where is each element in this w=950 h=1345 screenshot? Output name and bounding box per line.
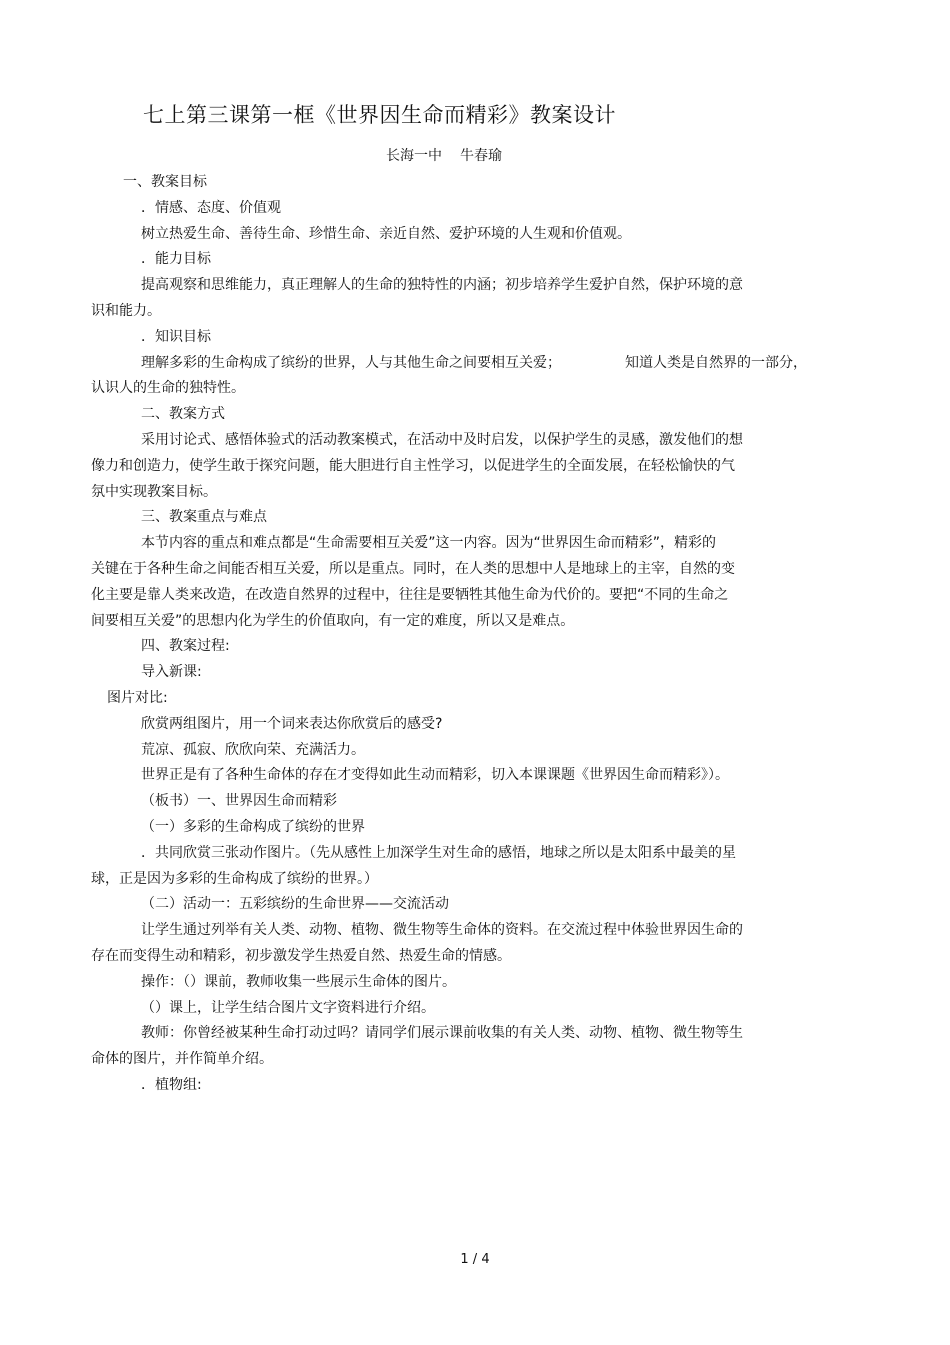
paragraph-line: 导入新课:	[141, 664, 202, 681]
paragraph-line: 操作：（）课前，教师收集一些展示生命体的图片。	[141, 973, 456, 990]
paragraph-line: （一）多彩的生命构成了缤纷的世界	[141, 818, 365, 835]
paragraph-line: （二）活动一：五彩缤纷的生命世界——交流活动	[141, 896, 449, 913]
paragraph-line: 本节内容的重点和难点都是“生命需要相互关爱”这一内容。因为“世界因生命而精彩”，精彩的	[141, 535, 717, 552]
paragraph-line: 荒凉、孤寂、欣欣向荣、充满活力。	[141, 741, 365, 758]
paragraph-line: ．植物组:	[141, 1076, 202, 1093]
paragraph-line: 世界正是有了各种生命体的存在才变得如此生动而精彩，切入本课课题《世界因生命而精彩》）。	[141, 767, 729, 784]
author-line	[386, 145, 502, 167]
author-name: 牛春瑜	[460, 148, 502, 164]
paragraph-segment: 理解多彩的生命构成了缤纷的世界，人与其他生命之间要相互关爱；	[141, 354, 561, 371]
paragraph-line: 让学生通过列举有关人类、动物、植物、微生物等生命体的资料。在交流过程中体验世界因生命的	[141, 922, 743, 939]
paragraph-line: 氛中实现教案目标。	[91, 483, 217, 500]
section-heading: 三、教案重点与难点	[141, 509, 267, 526]
paragraph-line: 树立热爱生命、善待生命、珍惜生命、亲近自然、爱护环境的人生观和价值观。	[141, 225, 631, 242]
school-name: 长海一中	[386, 148, 442, 164]
paragraph-line: 间要相互关爱”的思想内化为学生的价值取向，有一定的难度，所以又是难点。	[91, 612, 575, 629]
paragraph-line	[91, 351, 807, 377]
paragraph-line: （）课上，让学生结合图片文字资料进行介绍。	[141, 999, 435, 1016]
paragraph-segment: 知道人类是自然界的一部分，	[625, 354, 807, 371]
paragraph-line: 认识人的生命的独特性。	[91, 380, 245, 397]
document-title: 七上第三课第一框《世界因生命而精彩》教案设计	[143, 103, 616, 127]
subsection-heading: ．能力目标	[141, 251, 211, 268]
paragraph-line: 图片对比:	[107, 689, 168, 706]
paragraph-line: 命体的图片，并作简单介绍。	[91, 1051, 273, 1068]
section-heading: 四、教案过程:	[141, 638, 230, 655]
paragraph-line: 欣赏两组图片，用一个词来表达你欣赏后的感受?	[141, 715, 443, 732]
paragraph-line: 采用讨论式、感悟体验式的活动教案模式，在活动中及时启发，以保护学生的灵感，激发他们的想	[141, 431, 743, 448]
page-number: 1 / 4	[460, 1252, 490, 1267]
paragraph-line: 关键在于各种生命之间能否相互关爱，所以是重点。同时，在人类的思想中人是地球上的主宰，自然的变	[91, 560, 735, 577]
section-heading: 二、教案方式	[141, 406, 225, 423]
document-body	[91, 170, 807, 1099]
paragraph-line: 球，正是因为多彩的生命构成了缤纷的世界。）	[91, 870, 378, 887]
paragraph-line: 像力和创造力，使学生敢于探究问题，能大胆进行自主性学习，以促进学生的全面发展，在轻松愉快的气	[91, 457, 735, 474]
paragraph-line: 化主要是靠人类来改造，在改造自然界的过程中，往往是要牺牲其他生命为代价的。要把“不同的生命之	[91, 586, 729, 603]
section-heading: 一、教案目标	[123, 174, 207, 190]
paragraph-line: 识和能力。	[91, 302, 161, 319]
paragraph-line: （板书）一、世界因生命而精彩	[141, 793, 337, 810]
subsection-heading: ．知识目标	[141, 328, 211, 345]
paragraph-line: 存在而变得生动和精彩，初步激发学生热爱自然、热爱生命的情感。	[91, 947, 511, 964]
paragraph-line: 教师：你曾经被某种生命打动过吗？请同学们展示课前收集的有关人类、动物、植物、微生物等生	[141, 1025, 743, 1042]
paragraph-line: 提高观察和思维能力，真正理解人的生命的独特性的内涵；初步培养学生爱护自然，保护环境的意	[141, 277, 743, 294]
subsection-heading: ．情感、态度、价值观	[141, 199, 281, 216]
paragraph-line: ．共同欣赏三张动作图片。（先从感性上加深学生对生命的感悟，地球之所以是太阳系中最美的星	[141, 844, 736, 861]
